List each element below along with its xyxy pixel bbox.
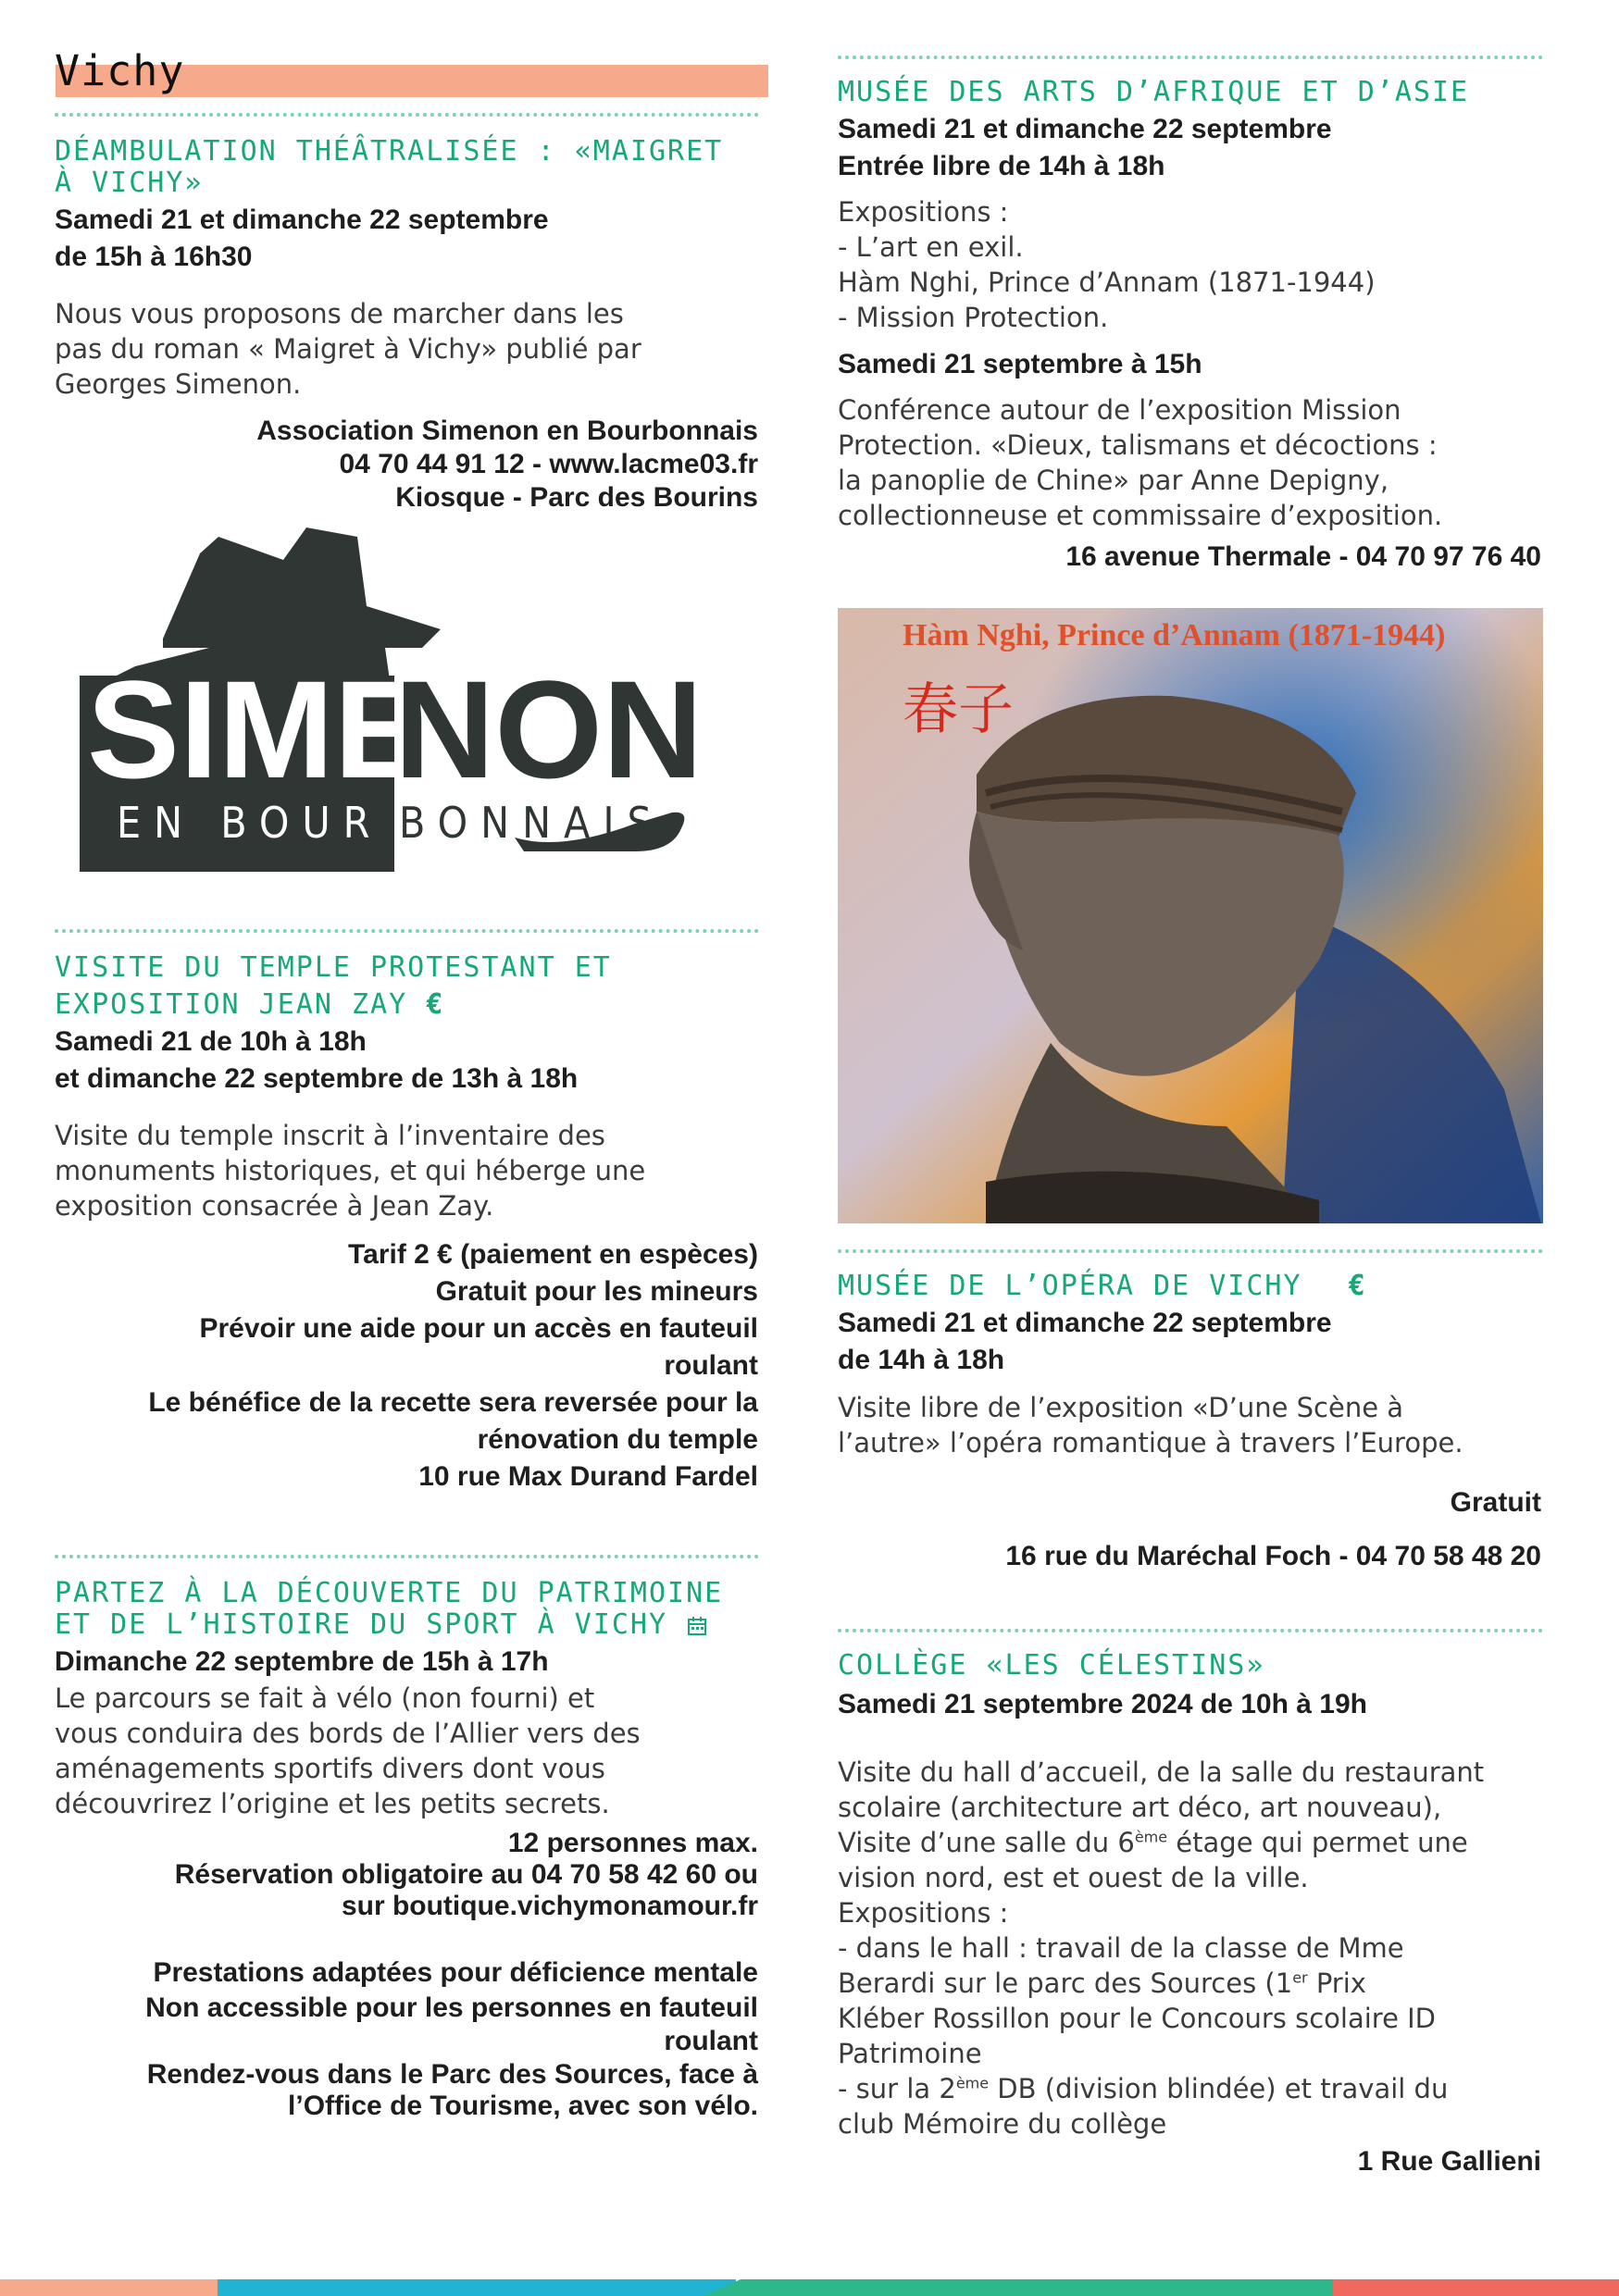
separator [55,113,759,117]
calendar-icon [686,1615,708,1637]
event-description: Protection. «Dieux, talismans et décoctions : [838,429,1438,461]
event-accessibility: Non accessible pour les personnes en fauteuil [145,1992,758,2023]
event-info: Gratuit pour les mineurs [435,1276,758,1307]
event-title: VISITE DU TEMPLE PROTESTANT ET [55,951,612,984]
event-date: Samedi 21 et dimanche 22 septembre [838,114,1332,144]
event-date: Samedi 21 de 10h à 18h [55,1026,367,1057]
event-time: de 14h à 18h [838,1345,1005,1375]
event-meeting-point: Rendez-vous dans le Parc des Sources, face à [146,2059,758,2090]
separator [838,1629,1543,1632]
photo-chinese-text: 春子 [903,677,1014,742]
event-description: - dans le hall : travail de la classe de Mme [838,1932,1404,1964]
event-description: Patrimoine [838,2038,982,2069]
event-location: 10 rue Max Durand Fardel [418,1461,758,1492]
event-description: pas du roman « Maigret à Vichy» publié par [55,333,641,365]
event-description: Hàm Nghi, Prince d’Annam (1871-1944) [838,267,1376,298]
footer-color-band [0,2279,1619,2296]
event-description: Conférence autour de l’exposition Mission [838,394,1401,426]
event-description: Le parcours se fait à vélo (non fourni) et [55,1682,595,1714]
event-meeting-point: l’Office de Tourisme, avec son vélo. [288,2091,758,2121]
event-description [838,1825,1468,1860]
event-title-text: MUSÉE DE L’OPÉRA DE VICHY [838,1270,1302,1302]
event-description: aménagements sportifs divers dont vous [55,1753,605,1784]
event-description: Visite du hall d’accueil, de la salle du restaurant [838,1756,1485,1788]
event-title [55,1608,708,1642]
event-capacity: 12 personnes max. [507,1828,758,1858]
event-accessibility: roulant [664,2026,758,2056]
event-reservation: Réservation obligatoire au 04 70 58 42 60 ou [174,1859,758,1890]
event-description: la panoplie de Chine» par Anne Depigny, [838,465,1389,496]
event-address: 1 Rue Gallieni [1357,2146,1541,2177]
event-description: Nous vous proposons de marcher dans les [55,298,624,329]
event-reservation-link[interactable]: sur boutique.vichymonamour.fr [341,1891,758,1921]
event-address: 16 rue du Maréchal Foch - 04 70 58 48 20 [1005,1541,1541,1571]
logo-sub-left: EN BOUR [117,798,383,848]
event-date: et dimanche 22 septembre de 13h à 18h [55,1063,579,1094]
photo-caption: Hàm Nghi, Prince d’Annam (1871-1944) [903,618,1446,652]
event-accessibility: Prestations adaptées pour déficience mentale [153,1957,758,1988]
desc-superscript: ème [955,2074,990,2092]
event-time: Entrée libre de 14h à 18h [838,151,1165,181]
event-title-text: EXPOSITION JEAN ZAY [55,988,408,1021]
event-description: Expositions : [838,1897,1009,1929]
event-description [838,1966,1366,2001]
desc-text: DB (division blindée) et travail du [989,2073,1449,2104]
event-description: collectionneuse et commissaire d’exposition. [838,500,1443,531]
euro-icon: € [1348,1270,1367,1302]
logo-word-left: SIME [87,652,427,807]
city-name: Vichy [55,46,185,95]
event-description: - L’art en exil. [838,231,1024,263]
event-title: MUSÉE DES ARTS D’AFRIQUE ET D’ASIE [838,76,1470,108]
simenon-logo [80,518,728,879]
event-description: Kléber Rossillon pour le Concours scolaire ID [838,2003,1437,2034]
event-title [838,1270,1367,1303]
event-description: Visite du temple inscrit à l’inventaire des [55,1120,605,1151]
event-title [55,988,444,1022]
event-price: Gratuit [1450,1487,1541,1518]
desc-text: étage qui permet une [1167,1827,1468,1858]
event-title: COLLÈGE «LES CÉLESTINS» [838,1649,1265,1682]
event-date: Samedi 21 septembre 2024 de 10h à 19h [838,1689,1367,1719]
event-description: Visite libre de l’exposition «D’une Scène à [838,1392,1404,1423]
event-description: l’autre» l’opéra romantique à travers l’Europe. [838,1427,1463,1458]
separator [55,929,759,933]
event-title: DÉAMBULATION THÉÂTRALISÉE : «MAIGRET [55,135,724,168]
desc-text: Visite d’une salle du 6 [838,1827,1135,1858]
desc-superscript: ème [1134,1828,1168,1846]
logo-word-right: NON [394,652,704,807]
event-description: vision nord, est et ouest de la ville. [838,1862,1309,1893]
event-info: rénovation du temple [477,1424,758,1455]
event-date: Samedi 21 et dimanche 22 septembre [838,1308,1332,1338]
desc-text: - sur la 2 [838,2073,956,2104]
event-description: scolaire (architecture art déco, art nouveau), [838,1792,1442,1823]
event-contact: 04 70 44 91 12 - www.lacme03.fr [339,449,758,479]
event-date: Samedi 21 et dimanche 22 septembre [55,205,549,235]
separator [838,56,1543,59]
event-location: Kiosque - Parc des Bourins [395,482,758,513]
event-description: vous conduira des bords de l’Allier vers des [55,1718,641,1749]
event-date: Samedi 21 septembre à 15h [838,349,1202,379]
event-description: monuments historiques, et qui héberge une [55,1155,646,1186]
event-time: de 15h à 16h30 [55,242,253,272]
event-info: Prévoir une aide pour un accès en fauteuil [199,1313,758,1344]
event-price: Tarif 2 € (paiement en espèces) [348,1239,758,1270]
event-description [838,2071,1448,2106]
event-description: exposition consacrée à Jean Zay. [55,1190,494,1222]
event-title: PARTEZ À LA DÉCOUVERTE DU PATRIMOINE [55,1577,724,1609]
event-description: découvrirez l’origine et les petits secrets. [55,1788,610,1819]
euro-icon: € [426,988,445,1021]
event-date: Dimanche 22 septembre de 15h à 17h [55,1646,549,1677]
event-title: À VICHY» [55,167,204,199]
event-address: 16 avenue Thermale - 04 70 97 76 40 [1065,541,1541,572]
logo-sub-right: BONNAIS [399,798,665,848]
portrait-image [838,608,1543,1223]
separator [55,1555,759,1558]
desc-text: Prix [1307,1967,1366,1999]
event-description: club Mémoire du collège [838,2108,1167,2140]
desc-superscript: er [1292,1968,1308,1987]
event-description: Georges Simenon. [55,368,302,400]
event-description: Expositions : [838,196,1009,228]
event-info: Le bénéfice de la recette sera reversée pour la [148,1387,758,1418]
event-description: - Mission Protection. [838,302,1109,333]
desc-text: Berardi sur le parc des Sources (1 [838,1967,1293,1999]
event-info: roulant [664,1350,758,1381]
event-title-text: ET DE L’HISTOIRE DU SPORT À VICHY [55,1608,668,1641]
separator [838,1249,1543,1253]
event-organizer: Association Simenon en Bourbonnais [256,416,758,446]
